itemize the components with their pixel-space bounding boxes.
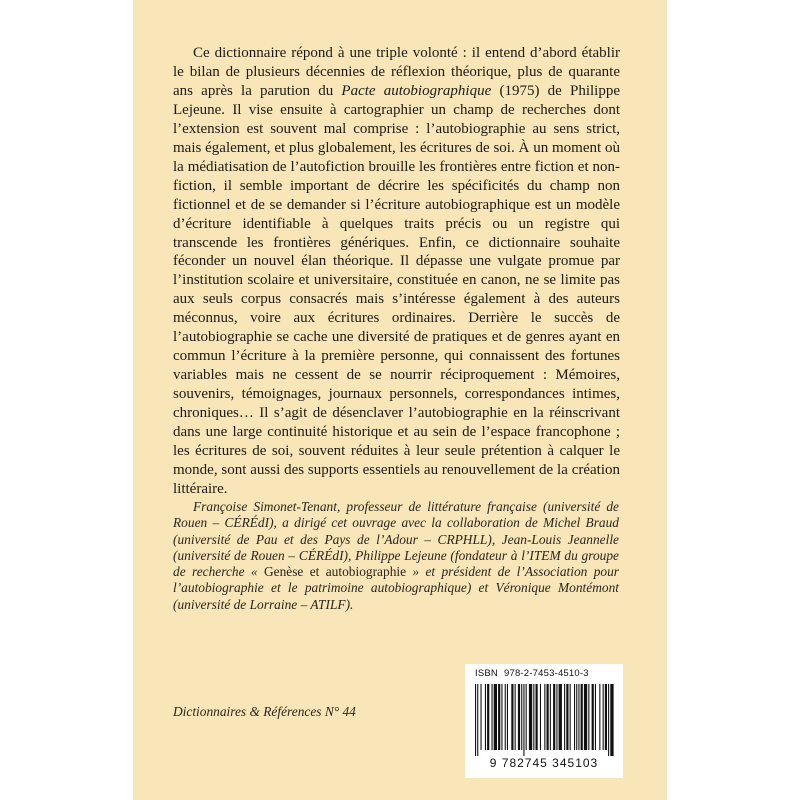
barcode-bar bbox=[536, 684, 538, 750]
barcode-icon bbox=[471, 684, 617, 756]
barcode-bar bbox=[485, 684, 486, 750]
description-text-end: (1975) de Philippe Lejeune. Il vise ensuite à cartographier un champ de recherches dont l’extension est souvent mal comprise : l’autobiographie au sens strict, mais également, et plus globalement, les écritures de soi. À un moment où la médiatisation de l’autofiction brouille les frontières entre fiction et non-fiction, il semble important de décrire les spécificités du champ non fictionnel et de se demander si l’écriture autobiographique est un modèle d’écriture identifiable à quelques traits précis ou un registre qui transcende les frontières génériques. Enfin, ce dictionnaire souhaite féconder un nouvel élan théorique. Il dépasse une vulgate promue par l’institution scolaire et universitaire, constituée en canon, ne se limite pas aux seuls corpus consacrés mais s’intéresse également à des auteurs méconnus, voire aux écritures ordinaires. Derrière le succès de l’autobiographie se cache une diversité de pratiques et de genres ayant en commun l’écriture à la première personne, qui connaissent des fortunes variables mais ne cessent de se nourrir réciproquement : Mémoires, souvenirs, témoignages, journaux personnels, correspondances intimes, chroniques… Il s’agit de désenclaver l’autobiographie en la réinscrivant dans une large continuité historique et au sein de l’espace francophone ; les écritures de soi, souvent réduites à leur seule prétention à calquer le monde, sont aussi des supports essentiels au renouvellement de la création littéraire. bbox=[173, 82, 620, 497]
barcode-bar bbox=[481, 684, 482, 750]
barcode-bar bbox=[498, 684, 500, 750]
barcode-bar bbox=[477, 684, 478, 756]
barcode-digits: 9 782745 345103 bbox=[489, 756, 599, 770]
barcode-bar bbox=[570, 684, 571, 750]
book-title: Pacte autobiographique bbox=[341, 82, 492, 99]
barcode-bar bbox=[574, 684, 575, 750]
barcode-bar bbox=[547, 684, 549, 750]
barcode-bar bbox=[556, 684, 557, 750]
authors-bio bbox=[173, 499, 619, 613]
barcode-bar bbox=[603, 684, 604, 750]
bio-text-end: » et président de l’Association pour l’autobiographie et le patrimoine autobiographique) et Véronique Montémont (université de Lorraine – ATILF). bbox=[173, 564, 619, 612]
barcode-bar bbox=[599, 684, 600, 750]
group-title: Genèse et autobiographie bbox=[263, 564, 407, 580]
barcode-bar bbox=[529, 684, 532, 750]
isbn-number: 978-2-7453-4510-3 bbox=[503, 668, 589, 679]
barcode-bar bbox=[526, 684, 527, 750]
isbn-line bbox=[475, 668, 615, 679]
description-paragraph bbox=[173, 44, 620, 499]
barcode-bar bbox=[533, 684, 534, 750]
barcode-bar bbox=[610, 684, 613, 756]
barcode-bar bbox=[494, 684, 497, 750]
barcode-bar bbox=[507, 684, 508, 750]
barcode-bar bbox=[581, 684, 583, 750]
barcode-bar bbox=[511, 684, 513, 750]
barcode-bar bbox=[584, 684, 587, 750]
barcode-bar bbox=[578, 684, 579, 750]
barcode-bar bbox=[576, 684, 577, 750]
series-label: Dictionnaires & Références N° 44 bbox=[173, 704, 356, 719]
barcode-bar bbox=[588, 684, 589, 750]
isbn-barcode-block bbox=[465, 664, 623, 778]
description-text-start: Ce dictionnaire répond à une triple volonté : il entend d’abord établir le bilan de plusieurs décennies de réflexion théorique, plus de quarante ans après la parution du bbox=[173, 45, 620, 99]
barcode-bar bbox=[521, 684, 522, 750]
barcode-bar bbox=[523, 684, 524, 756]
barcode-bar bbox=[553, 684, 555, 750]
barcode-bar bbox=[550, 684, 551, 750]
back-cover bbox=[133, 0, 667, 800]
barcode-bar bbox=[564, 684, 565, 750]
barcode-bar bbox=[544, 684, 545, 750]
isbn-label: ISBN bbox=[475, 668, 498, 679]
barcode-bar bbox=[492, 684, 493, 750]
barcode-bar bbox=[559, 684, 562, 750]
barcode-bar bbox=[518, 684, 520, 750]
barcode-bar bbox=[505, 684, 506, 750]
barcode-bar bbox=[501, 684, 502, 750]
barcode-bar bbox=[608, 684, 609, 756]
bio-text-start: Françoise Simonet-Tenant, professeur de littérature française (université de Rouen – CÉRÉdI), a dirigé cet ouvrage avec la collaboration de Michel Braud (université de Pau et des Pays de l’Adour – CRPHLL), Jean-Louis Jeannelle (université de Rouen – CÉRÉdI), Philippe Lejeune (fondateur à l’ITEM du groupe de recherche « bbox=[173, 499, 619, 580]
barcode-bar bbox=[487, 684, 489, 750]
barcode-bar bbox=[605, 684, 607, 750]
barcode-bar bbox=[515, 684, 516, 750]
barcode-bar bbox=[540, 684, 541, 750]
barcode-bar bbox=[592, 684, 594, 750]
barcode-bar bbox=[595, 684, 596, 750]
barcode-bar bbox=[566, 684, 568, 750]
barcode-bar bbox=[475, 684, 476, 756]
